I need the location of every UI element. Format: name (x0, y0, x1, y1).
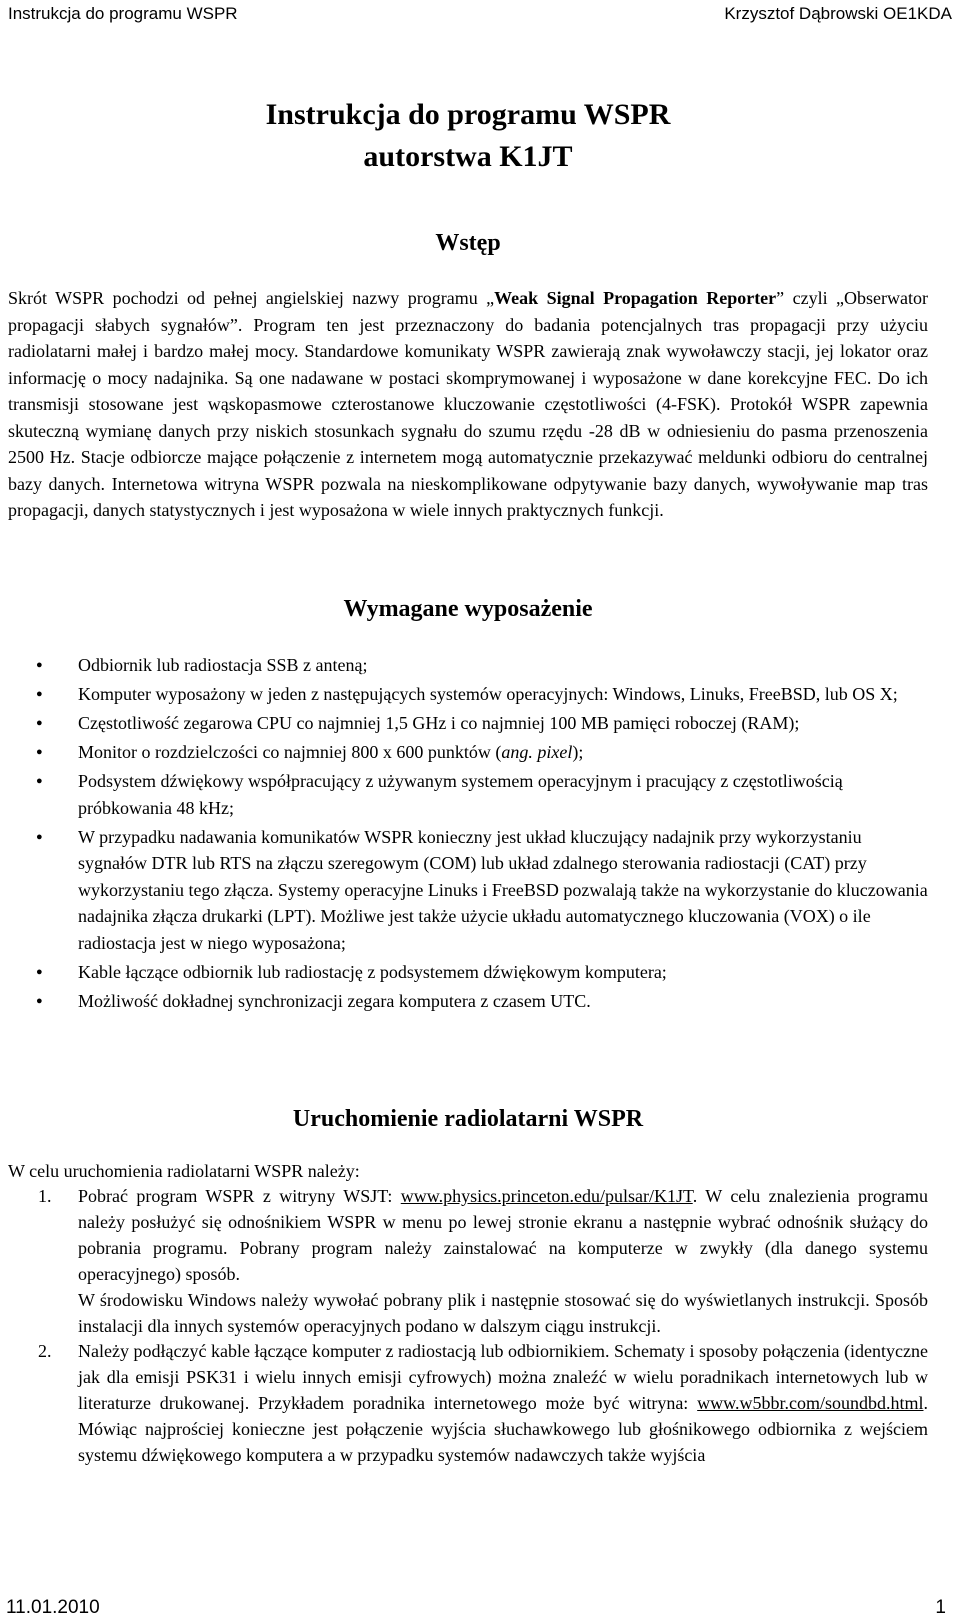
monitor-text-a: Monitor o rozdzielczości co najmniej 800 x 600 punktów ( (78, 742, 502, 762)
list-item: ● Odbiornik lub radiostacja SSB z anteną; (8, 652, 928, 679)
launch-steps (8, 1184, 928, 1469)
step1-text-b: . W celu znalezienia programu należy posłużyć się odnośnikiem WSPR w menu po lewej stronie ekranu a następnie wybrać odnośnik służący do pobrania programu. Pobrany program należy zainstalować na komputerze w zwykły (dla danego systemu operacyjnego) sposób. (78, 1186, 928, 1284)
step1-text-c: W środowisku Windows należy wywołać pobrany plik i następnie stosować się do wyświetlanych instrukcji. Sposób instalacji dla innych systemów operacyjnych podano w dalszym ciągu instrukcji. (78, 1289, 928, 1336)
list-item: ● Kable łączące odbiornik lub radiostację z podsystemem dźwiękowym komputera; (8, 959, 928, 986)
document-title (8, 94, 928, 178)
header-author: Krzysztof Dąbrowski OE1KDA (724, 4, 952, 23)
page-header (8, 0, 952, 28)
heading-launch: Uruchomienie radiolatarni WSPR (292, 1106, 644, 1132)
step-item-1 (8, 1184, 928, 1339)
link-w5bbr[interactable]: www.w5bbr.com/soundbd.html (697, 1393, 924, 1414)
list-item (8, 739, 928, 766)
step2-text-a: Należy podłączyć kable łączące komputer z radiostacją lub odbiornikiem. Schematy i sposoby połączenia (identyczne jak dla emisji PSK31 i wielu innych emisji cyfrowych) można znaleźć w wielu poradnikach internetowych lub w literaturze drukowanej. Przykładem poradnika internetowego może być witryna: (78, 1341, 928, 1414)
intro-text-bold: Weak Signal Propagation Reporter (494, 288, 777, 308)
link-wsjt[interactable]: www.physics.princeton.edu/pulsar/K1JT (400, 1186, 693, 1206)
page-footer (6, 1593, 946, 1623)
launch-intro: W celu uruchomienia radiolatarni WSPR należy: (8, 1161, 360, 1181)
list-item: ● Komputer wyposażony w jeden z następujących systemów operacyjnych: Windows, Linuks, FreeBSD, lub OS X; (8, 681, 928, 708)
step2-text-b: . Mówiąc najprościej konieczne jest połączenie wyjścia słuchawkowego lub głośnikowego odbiornika z wejściem systemu dźwiękowego komputera a w przypadku systemów nadawczych także wyjścia (78, 1393, 928, 1466)
heading-intro: Wstęp (435, 230, 501, 256)
intro-paragraph (8, 285, 928, 524)
list-item: ● Możliwość dokładnej synchronizacji zegara komputera z czasem UTC. (8, 988, 928, 1015)
monitor-text-italic: ang. pixel (501, 742, 573, 762)
intro-text-a: Skrót WSPR pochodzi od pełnej angielskiej nazwy programu „ (8, 288, 495, 308)
footer-page-number: 1 (935, 1597, 946, 1618)
list-item: ● Podsystem dźwiękowy współpracujący z używanym systemem operacyjnym i pracujący z częstotliwością próbkowania 48 kHz; (8, 768, 928, 821)
footer-date: 11.01.2010 (6, 1597, 100, 1618)
step-number: 1. (38, 1186, 52, 1206)
intro-text-b: ” czyli „Obserwator propagacji słabych sygnałów”. Program ten jest przeznaczony do badania potencjalnych tras propagacji przy użyciu radiolatarni małej i bardzo małej mocy. Standardowe komunikaty WSPR zawierają znak wywoławczy stacji, jej lokator oraz informację o mocy nadajnika. Są one nadawane w postaci skomprymowanej i wyposażone w dane korekcyjne FEC. Do ich transmisji stosowane jest wąskopasmowe czterostanowe kluczowanie częstotliwości (4-FSK). Protokół WSPR zapewnia skuteczną wymianę danych przy niskich stosunkach sygnału do szumu rzędu -28 dB w odniesieniu do pasma przenoszenia 2500 Hz. Stacje odbiorcze mające połączenie z internetem mogą automatycznie przekazywać meldunki odbioru do centralnej bazy danych. Internetowa witryna WSPR pozwala na nieskomplikowane odpytywanie bazy danych, wywoływanie map tras propagacji, danych statystycznych i jest wyposażona w wiele innych praktycznych funkcji. (8, 288, 928, 520)
equipment-list (8, 652, 928, 1017)
header-doc-title: Instrukcja do programu WSPR (8, 4, 238, 23)
list-item: ● Częstotliwość zegarowa CPU co najmniej 1,5 GHz i co najmniej 100 MB pamięci roboczej (RAM); (8, 710, 928, 737)
step-item-2 (8, 1339, 928, 1469)
title-line-1: Instrukcja do programu WSPR (265, 98, 671, 131)
step-number: 2. (38, 1341, 52, 1362)
heading-equipment: Wymagane wyposażenie (343, 596, 593, 622)
title-line-2: autorstwa K1JT (363, 140, 573, 173)
monitor-text-b: ); (572, 742, 584, 762)
step1-text-a: Pobrać program WSPR z witryny WSJT: (78, 1186, 401, 1206)
list-item: ● W przypadku nadawania komunikatów WSPR konieczny jest układ kluczujący nadajnik przy wykorzystaniu sygnałów DTR lub RTS na złączu szeregowym (COM) lub układ zdalnego sterowania radiostacji (CAT) przy wykorzystaniu tego złącza. Systemy operacyjne Linuks i FreeBSD pozwalają także na wykorzystanie do kluczowania nadajnika złącza drukarki (LPT). Możliwe jest także użycie układu automatycznego kluczowania (VOX) o ile radiostacja jest w niego wyposażona; (8, 824, 928, 957)
